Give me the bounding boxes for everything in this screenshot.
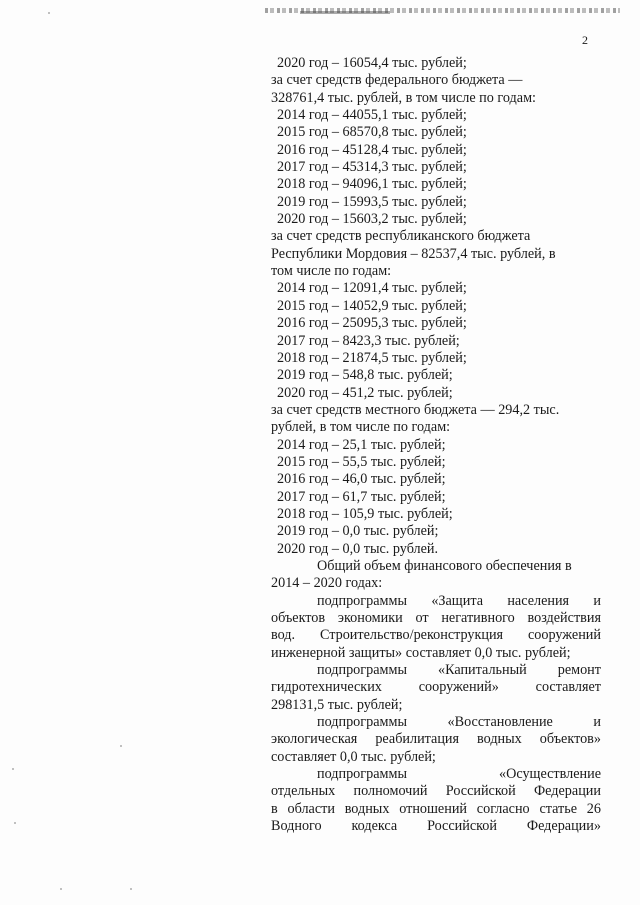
text-line: 2018 год – 94096,1 тыс. рублей;	[277, 176, 467, 193]
document-body	[271, 55, 601, 835]
justified-line	[271, 783, 601, 800]
text-line: 2020 год – 451,2 тыс. рублей;	[277, 384, 453, 401]
word: подпрограммы	[317, 592, 407, 609]
text-line: Республики Мордовия – 82537,4 тыс. рублей, в	[271, 245, 556, 262]
text-line: рублей, в том числе по годам:	[271, 419, 451, 436]
word: «Капитальный	[437, 662, 527, 679]
word: экологическая	[271, 731, 358, 748]
justified-line	[271, 714, 601, 731]
text-line: инженерной защиты» составляет 0,0 тыс. рублей;	[271, 644, 571, 661]
word: 26	[586, 800, 601, 817]
text-line: 328761,4 тыс. рублей, в том числе по годам:	[271, 89, 536, 106]
text-line: за счет средств местного бюджета — 294,2 тыс.	[271, 401, 560, 418]
text-line: 2014 год – 44055,1 тыс. рублей;	[277, 107, 467, 124]
word: кодекса	[351, 818, 398, 835]
justified-line	[271, 662, 601, 679]
word: отношений	[399, 800, 468, 817]
word: негативного	[441, 610, 515, 626]
text-line: 2015 год – 14052,9 тыс. рублей;	[277, 297, 467, 314]
text-line: составляет 0,0 тыс. рублей;	[271, 748, 436, 765]
word: «Восстановление	[447, 714, 553, 731]
word: Российской	[427, 818, 497, 835]
word: Российской	[445, 783, 516, 800]
word: «Осуществление	[499, 766, 601, 783]
word: сооружений	[527, 627, 601, 644]
text-line: за счет средств федерального бюджета —	[271, 72, 523, 89]
word: согласно	[476, 800, 530, 817]
justified-line	[271, 679, 601, 696]
word: Федерации»	[526, 818, 601, 835]
word: статье	[539, 800, 578, 817]
text-line: 2020 год – 15603,2 тыс. рублей;	[277, 211, 467, 228]
text-line: 2017 год – 45314,3 тыс. рублей;	[277, 159, 467, 176]
word: «Защита	[431, 592, 483, 609]
scan-speck	[130, 888, 132, 890]
text-line: 2017 год – 8423,3 тыс. рублей;	[277, 332, 460, 349]
text-line: 2016 год – 46,0 тыс. рублей;	[277, 471, 446, 488]
text-line: 298131,5 тыс. рублей;	[271, 696, 403, 713]
text-line: 2014 – 2020 годах:	[271, 575, 383, 592]
justified-line	[271, 593, 601, 610]
word: экономики	[337, 610, 403, 626]
word: Федерации	[533, 783, 601, 800]
scan-artifact-top-dark	[300, 11, 390, 14]
word: подпрограммы	[317, 766, 407, 783]
justified-line	[271, 766, 601, 783]
text-line: 2020 год – 0,0 тыс. рублей.	[277, 540, 439, 557]
text-line: 2018 год – 105,9 тыс. рублей;	[277, 505, 453, 522]
word: полномочий	[353, 783, 428, 800]
word: объектов»	[539, 731, 601, 748]
word: отдельных	[271, 783, 336, 800]
justified-line	[271, 627, 601, 644]
word: и	[593, 714, 601, 731]
text-line: 2016 год – 25095,3 тыс. рублей;	[277, 315, 467, 332]
scan-speck	[48, 12, 50, 14]
text-line: 2017 год – 61,7 тыс. рублей;	[277, 488, 446, 505]
text-line: 2020 год – 16054,4 тыс. рублей;	[277, 55, 467, 71]
text-line: 2016 год – 45128,4 тыс. рублей;	[277, 141, 467, 158]
text-line: 2015 год – 68570,8 тыс. рублей;	[277, 124, 467, 141]
scan-speck	[120, 745, 122, 747]
word: воздействия	[527, 610, 601, 626]
word: ремонт	[557, 662, 601, 679]
word: объектов	[271, 610, 326, 626]
justified-line	[271, 731, 601, 748]
text-line: 2015 год – 55,5 тыс. рублей;	[277, 453, 446, 470]
word: составляет	[535, 679, 601, 696]
scan-speck	[14, 822, 16, 824]
text-line: 2019 год – 15993,5 тыс. рублей;	[277, 193, 467, 210]
text-line: том числе по годам:	[271, 263, 392, 280]
scan-speck	[12, 768, 14, 770]
justified-line	[271, 801, 601, 818]
word: водных	[344, 800, 390, 817]
word: и	[593, 592, 601, 609]
text-line: 2014 год – 12091,4 тыс. рублей;	[277, 280, 467, 297]
paragraph-start: Общий объем финансового обеспечения в	[317, 557, 572, 574]
word: вод.	[271, 627, 296, 644]
justified-line	[271, 610, 601, 627]
text-line: 2019 год – 0,0 тыс. рублей;	[277, 523, 439, 540]
word: в	[271, 800, 278, 817]
justified-line	[271, 818, 601, 835]
text-line: за счет средств республиканского бюджета	[271, 228, 531, 245]
word: гидротехнических	[271, 679, 382, 696]
word: области	[287, 800, 335, 817]
word: реабилитация	[375, 731, 460, 748]
word: подпрограммы	[317, 714, 407, 731]
text-line: 2019 год – 548,8 тыс. рублей;	[277, 367, 453, 384]
word: сооружений»	[418, 679, 499, 696]
word: Строительство/реконструкция	[319, 627, 504, 644]
text-line: 2018 год – 21874,5 тыс. рублей;	[277, 349, 467, 366]
word: от	[415, 610, 429, 626]
word: населения	[507, 592, 570, 609]
page-number: 2	[582, 33, 588, 47]
text-line: 2014 год – 25,1 тыс. рублей;	[277, 436, 446, 453]
word: Водного	[271, 818, 322, 835]
word: подпрограммы	[317, 662, 407, 679]
word: водных	[477, 731, 522, 748]
scan-speck	[60, 888, 62, 890]
